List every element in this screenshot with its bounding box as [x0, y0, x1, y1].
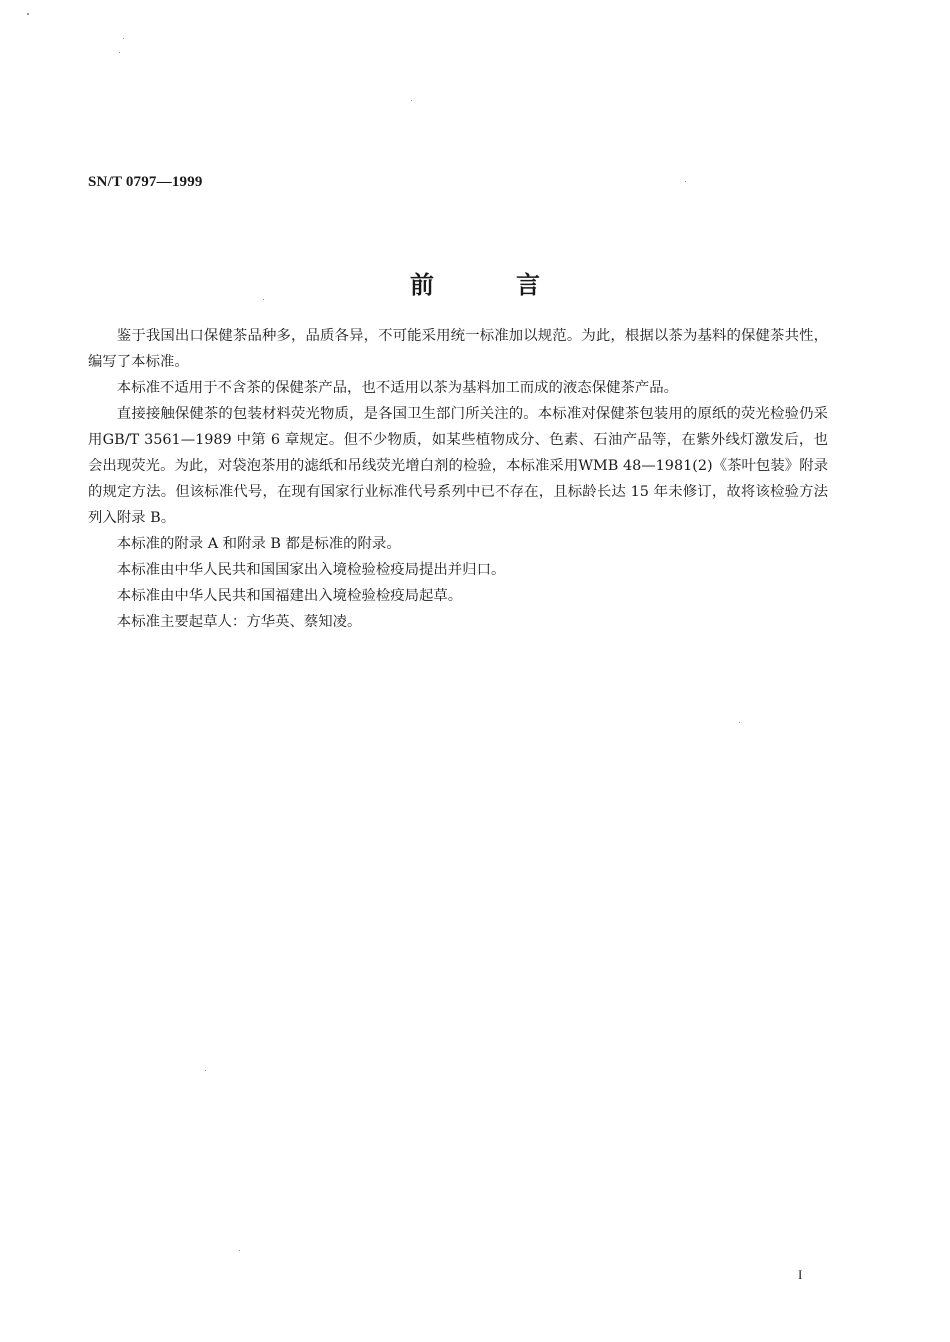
scan-speck [263, 299, 264, 300]
paragraph: 本标准不适用于不含茶的保健茶产品，也不适用以茶为基料加工而成的液态保健茶产品。 [116, 380, 679, 396]
scan-speck [123, 38, 124, 39]
scan-speck [685, 181, 686, 182]
scan-speck [205, 1070, 206, 1071]
paragraph: 本标准由中华人民共和国福建出入境检验检疫局起草。 [116, 588, 463, 604]
page-title [0, 268, 950, 302]
scan-speck [411, 100, 412, 101]
foreword-body [88, 323, 828, 635]
page-number: I [798, 1267, 803, 1282]
standard-code: SN/T 0797—1999 [88, 174, 203, 190]
page-title-char-2: 言 [516, 271, 540, 299]
paragraph: 本标准主要起草人：方华英、蔡知凌。 [116, 614, 362, 630]
paragraph: 鉴于我国出口保健茶品种多，品质各异，不可能采用统一标准加以规范。为此，根据以茶为基料的保健茶共性，编写了本标准。 [88, 328, 828, 370]
scan-speck [27, 13, 29, 15]
paragraph: 本标准由中华人民共和国国家出入境检验检疫局提出并归口。 [116, 562, 506, 578]
scan-speck [739, 722, 740, 723]
scan-speck [119, 52, 120, 53]
paragraph: 本标准的附录 A 和附录 B 都是标准的附录。 [116, 536, 401, 552]
page-title-char-1: 前 [410, 271, 434, 299]
scan-speck [239, 1250, 240, 1251]
paragraph: 直接接触保健茶的包装材料荧光物质，是各国卫生部门所关注的。本标准对保健茶包装用的原纸的荧光检验仍采用GB/T 3561—1989 中第 6 章规定。但不少物质，如某些植物成分、色素、石油产品等，在紫外线灯激发后，也会出现荧光。为此，对袋泡茶用的滤纸和吊线荧光增白剂的检验，本标准采用WMB 48—1981(2)《茶叶包装》附录的规定方法。但该标准代号，在现有国家行业标准代号系列中已不存在，且标龄长达 15 年未修订，故将该检验方法列入附录 B。 [88, 406, 828, 526]
